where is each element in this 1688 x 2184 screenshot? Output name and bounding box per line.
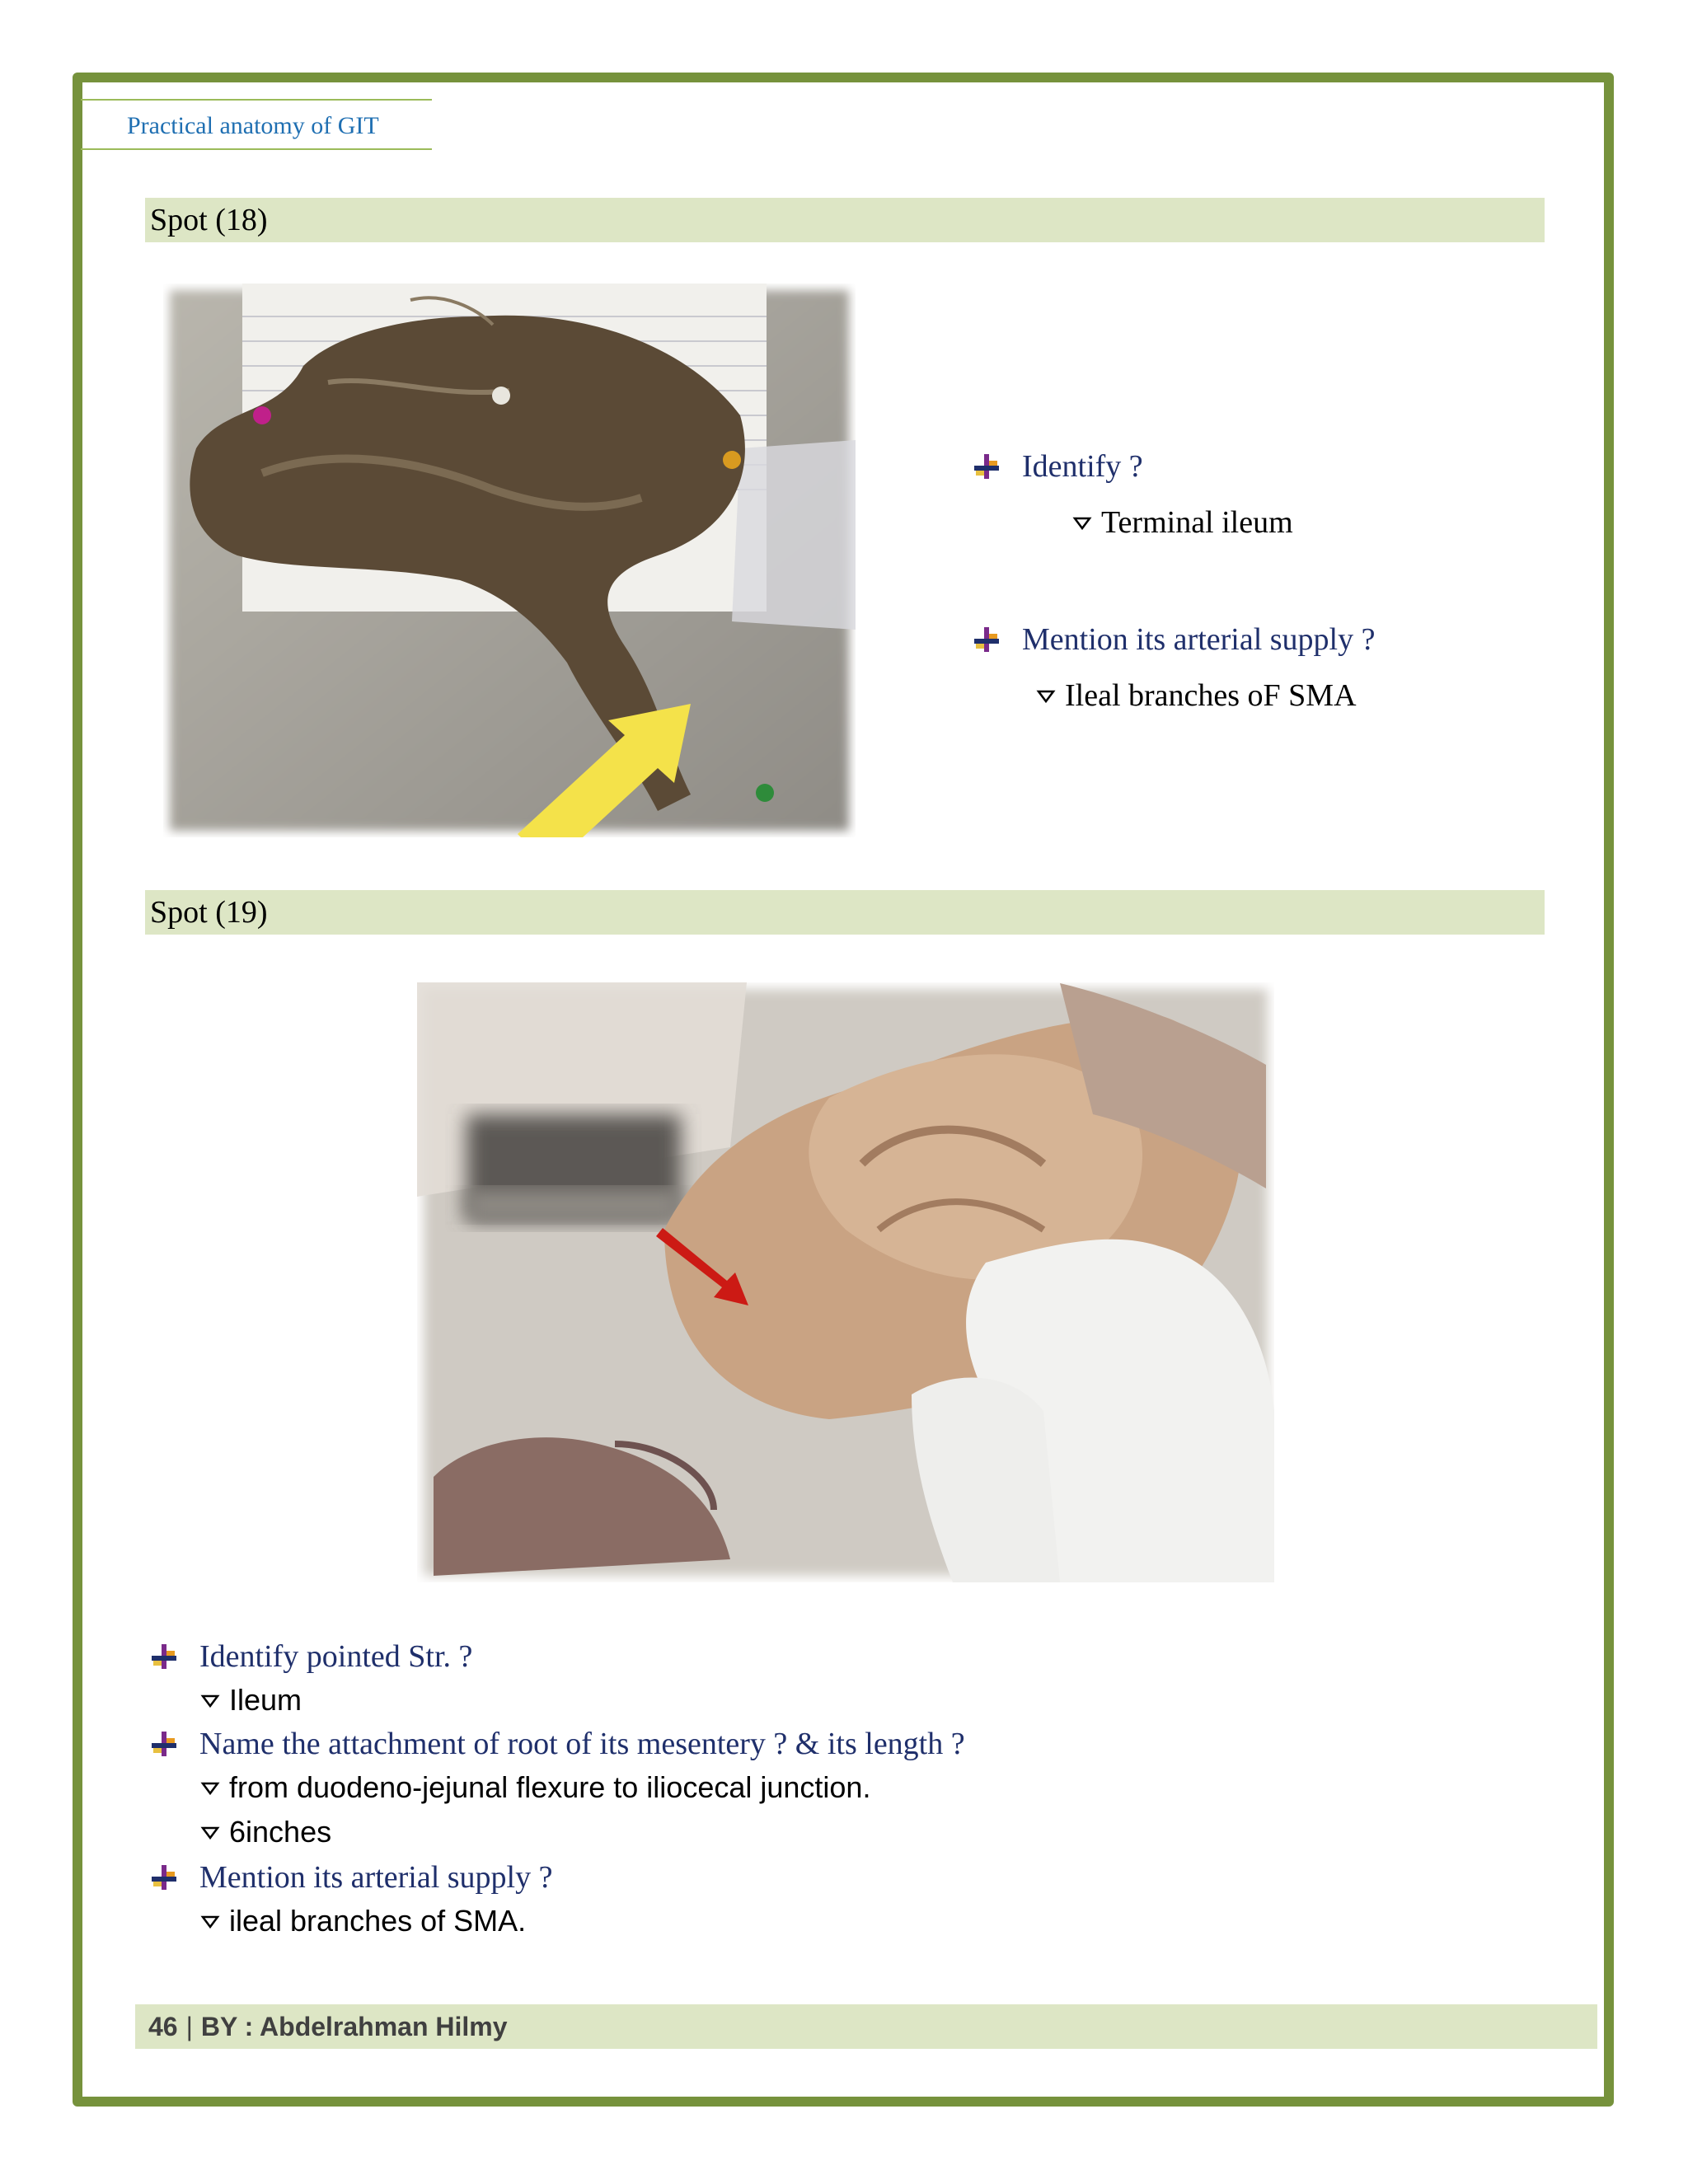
page-footer	[135, 2004, 1597, 2049]
plus-cross-bullet-icon	[150, 1643, 178, 1671]
spot-19-question-3	[150, 1859, 552, 1896]
spot-19-answer-1	[199, 1683, 302, 1718]
spot-19-question-1	[150, 1638, 472, 1675]
footer-author: BY : Abdelrahman Hilmy	[200, 2012, 508, 2041]
down-triangle-icon	[199, 1777, 221, 1798]
footer-separator: |	[185, 2012, 193, 2041]
spot-19-answer-2a	[199, 1770, 870, 1805]
spot-18-answer-2	[1035, 677, 1357, 714]
spot-19-photo	[417, 982, 1274, 1582]
question-text: Mention its arterial supply ?	[1022, 622, 1376, 657]
answer-text: Terminal ileum	[1101, 505, 1293, 540]
down-triangle-icon	[1071, 512, 1093, 533]
plus-cross-bullet-icon	[150, 1863, 178, 1891]
question-text: Mention its arterial supply ?	[199, 1860, 553, 1895]
down-triangle-icon	[199, 1821, 221, 1843]
down-triangle-icon	[199, 1910, 221, 1932]
answer-text: from duodeno-jejunal flexure to iliocecal junction.	[229, 1770, 871, 1804]
spot-18-answer-1	[1071, 504, 1293, 541]
plus-cross-bullet-icon	[973, 452, 1001, 480]
spot-18-photo	[163, 284, 856, 837]
spot-19-title: Spot (19)	[150, 895, 268, 930]
question-text: Name the attachment of root of its mesentery ? & its length ?	[199, 1727, 965, 1761]
question-text: Identify ?	[1022, 449, 1143, 484]
plus-cross-bullet-icon	[973, 626, 1001, 654]
spot-18-question-2	[973, 621, 1375, 658]
answer-text: Ileal branches oF SMA	[1065, 678, 1357, 713]
spot-18-question-1	[973, 448, 1143, 485]
spot-18-title: Spot (18)	[150, 203, 268, 237]
answer-text: 6inches	[229, 1815, 332, 1849]
spot-19-answer-2b	[199, 1815, 331, 1849]
running-title: Practical anatomy of GIT	[127, 112, 379, 139]
spot-19-title-bar	[145, 890, 1545, 935]
spot-19-answer-3	[199, 1904, 526, 1938]
answer-text: ileal branches of SMA.	[229, 1904, 527, 1938]
down-triangle-icon	[199, 1690, 221, 1711]
spot-18-title-bar	[145, 198, 1545, 242]
plus-cross-bullet-icon	[150, 1730, 178, 1758]
running-header	[81, 99, 432, 150]
spot-19-question-2	[150, 1726, 965, 1762]
answer-text: Ileum	[229, 1683, 302, 1717]
down-triangle-icon	[1035, 685, 1057, 706]
page-number: 46	[148, 2012, 178, 2041]
question-text: Identify pointed Str. ?	[199, 1639, 473, 1674]
